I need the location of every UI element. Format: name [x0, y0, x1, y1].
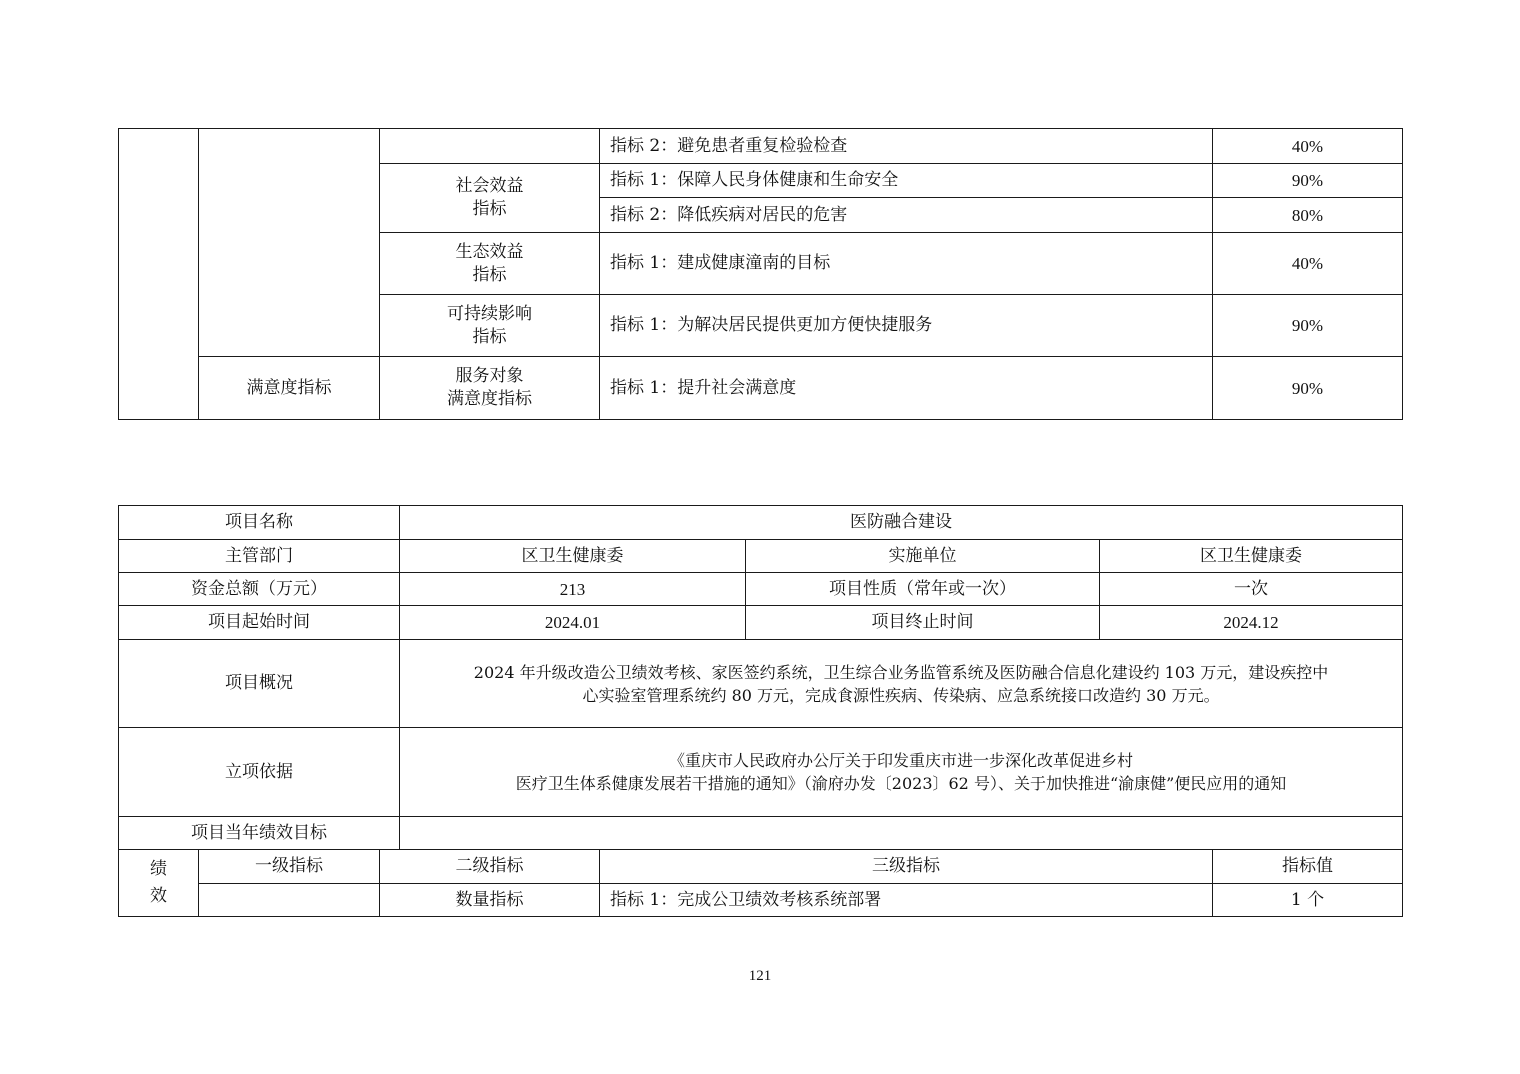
- third-level-indicator: 指标 2：降低疾病对居民的危害: [600, 198, 1213, 233]
- second-level-indicator: [380, 357, 600, 420]
- third-level-indicator: 指标 1：为解决居民提供更加方便快捷服务: [600, 295, 1213, 357]
- project-nature-label: 项目性质（常年或一次）: [746, 573, 1100, 606]
- basis-line: 《重庆市人民政府办公厅关于印发重庆市进一步深化改革促进乡村: [669, 751, 1134, 770]
- first-level-cell: [199, 129, 380, 357]
- end-time-label: 项目终止时间: [746, 606, 1100, 640]
- department-value: 区卫生健康委: [400, 540, 746, 573]
- indicator-value: 1 个: [1213, 884, 1403, 917]
- header-indicator-value: 指标值: [1213, 850, 1403, 884]
- first-level-cell: [199, 884, 380, 917]
- overview-row: [119, 640, 1403, 728]
- table-row: [119, 884, 1403, 917]
- fund-total-value: 213: [400, 573, 746, 606]
- second-level-cell: [380, 129, 600, 164]
- implementing-unit-label: 实施单位: [746, 540, 1100, 573]
- project-overview-text: [400, 640, 1403, 728]
- project-nature-value: 一次: [1100, 573, 1403, 606]
- goal-row: [119, 817, 1403, 850]
- basis-row: [119, 728, 1403, 817]
- fund-row: [119, 573, 1403, 606]
- overview-line: 2024 年升级改造公卫绩效考核、家医签约系统，卫生综合业务监管系统及医防融合信息化建设约 103 万元，建设疾控中: [473, 662, 1329, 682]
- fund-total-label: 资金总额（万元）: [119, 573, 400, 606]
- project-name-label: 项目名称: [119, 506, 400, 540]
- overview-line: 心实验室管理系统约 80 万元，完成食源性疾病、传染病、应急系统接口改造约 30 万元。: [582, 685, 1220, 705]
- second-level-label: 可持续影响: [447, 303, 532, 324]
- first-level-indicator: 满意度指标: [199, 357, 380, 420]
- project-info-table: [118, 505, 1403, 917]
- project-name-value: 医防融合建设: [400, 506, 1403, 540]
- indicator-header-row: [119, 850, 1403, 884]
- third-level-indicator: 指标 1：建成健康潼南的目标: [600, 233, 1213, 295]
- department-row: [119, 540, 1403, 573]
- third-level-indicator: 指标 2：避免患者重复检验检查: [600, 129, 1213, 164]
- performance-indicator-table-continued: [118, 128, 1403, 420]
- project-basis-label: 立项依据: [119, 728, 400, 817]
- indicator-value: 90%: [1213, 164, 1403, 198]
- basis-line: 医疗卫生体系健康发展若干措施的通知》（渝府办发〔2023〕62 号）、关于加快推进“渝康健”便民应用的通知: [515, 774, 1287, 793]
- second-level-label: 指标: [472, 326, 507, 347]
- second-level-indicator: [380, 164, 600, 233]
- page-number: 121: [748, 968, 772, 984]
- project-basis-text: [400, 728, 1403, 817]
- table-row: [119, 357, 1403, 420]
- project-name-row: [119, 506, 1403, 540]
- second-level-indicator: [380, 295, 600, 357]
- second-level-label: 社会效益: [455, 176, 524, 196]
- implementing-unit-value: 区卫生健康委: [1100, 540, 1403, 573]
- third-level-indicator: 指标 1：完成公卫绩效考核系统部署: [600, 884, 1213, 917]
- second-level-label: 满意度指标: [447, 389, 532, 409]
- department-label: 主管部门: [119, 540, 400, 573]
- side-char: 效: [150, 886, 167, 906]
- second-level-label: 服务对象: [455, 366, 524, 386]
- header-third-level: 三级指标: [600, 850, 1213, 884]
- second-level-label: 指标: [472, 199, 507, 219]
- start-time-label: 项目起始时间: [119, 606, 400, 640]
- side-char: 绩: [150, 859, 167, 879]
- second-level-indicator: [380, 233, 600, 295]
- start-time-value: 2024.01: [400, 606, 746, 640]
- annual-goal-value: [400, 817, 1403, 850]
- third-level-indicator: 指标 1：保障人民身体健康和生命安全: [600, 164, 1213, 198]
- second-level-indicator: 数量指标: [380, 884, 600, 917]
- side-cell: [119, 129, 199, 420]
- annual-goal-label: 项目当年绩效目标: [119, 817, 400, 850]
- indicator-value: 90%: [1213, 357, 1403, 420]
- time-row: [119, 606, 1403, 640]
- end-time-value: 2024.12: [1100, 606, 1403, 640]
- indicator-value: 80%: [1213, 198, 1403, 233]
- indicator-value: 40%: [1213, 129, 1403, 164]
- performance-side-label: [119, 850, 199, 917]
- third-level-indicator: 指标 1：提升社会满意度: [600, 357, 1213, 420]
- second-level-label: 生态效益: [455, 241, 524, 262]
- header-first-level: 一级指标: [199, 850, 380, 884]
- indicator-value: 40%: [1213, 233, 1403, 295]
- second-level-label: 指标: [472, 264, 507, 285]
- indicator-value: 90%: [1213, 295, 1403, 357]
- table-row: [119, 129, 1403, 164]
- project-overview-label: 项目概况: [119, 640, 400, 728]
- header-second-level: 二级指标: [380, 850, 600, 884]
